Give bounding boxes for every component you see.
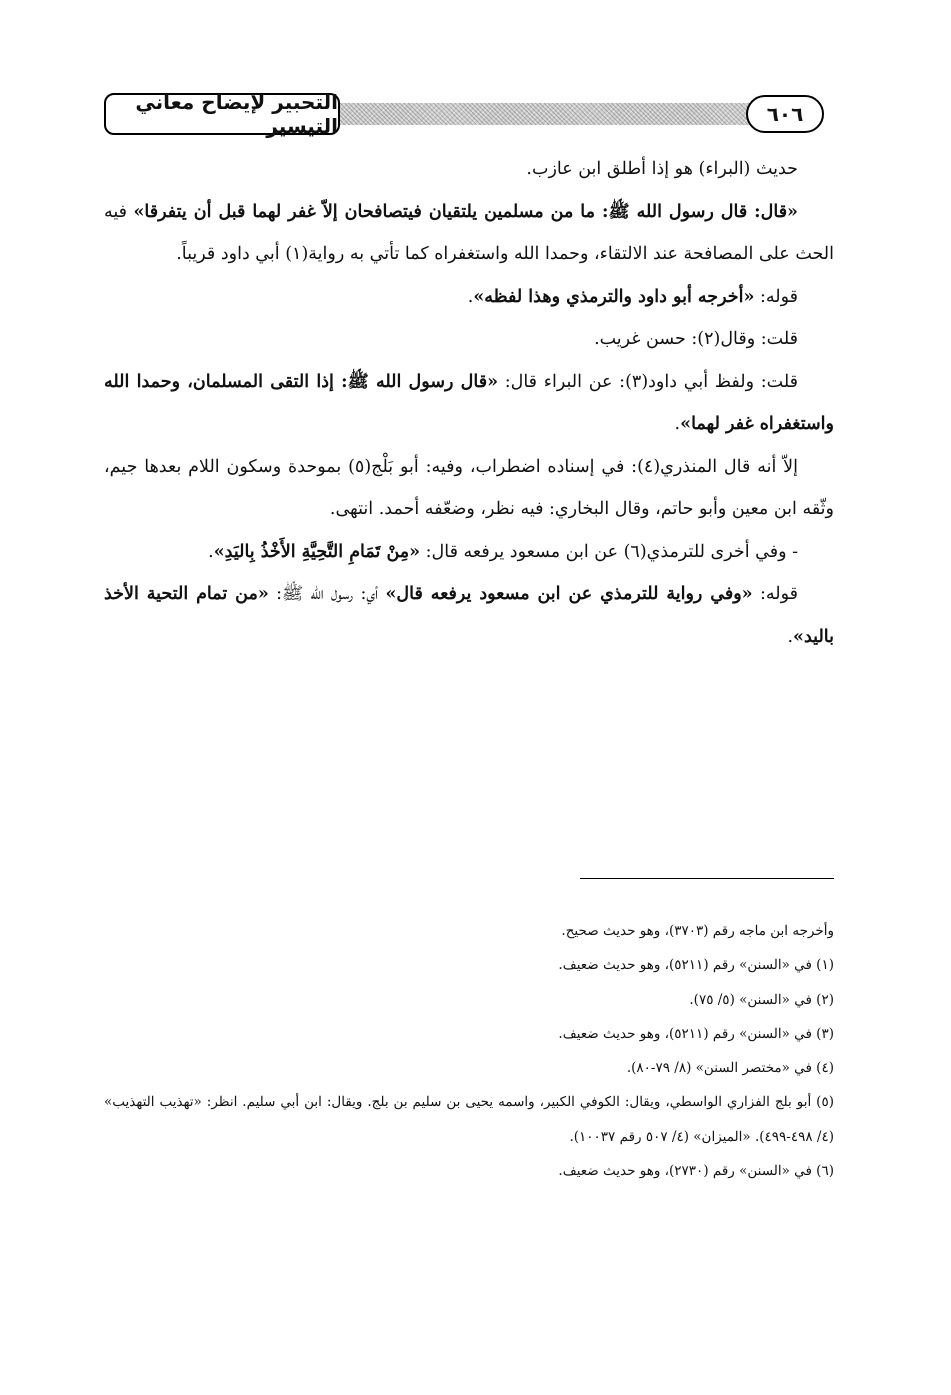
end-text: . [208, 541, 214, 562]
quoted-text: «مِنْ تَمَامِ التَّحِيَّةِ الأَخْذُ بِاليَدِ» [213, 541, 421, 562]
lead-text: قوله: [754, 286, 798, 307]
header-ornament-band [336, 103, 754, 125]
end-text: . [787, 626, 794, 647]
hadith-text: «قال: قال رسول الله ﷺ: ما من مسلمين يلتقيان فيتصافحان إلاّ غفر لهما قبل أن يتفرقا» [133, 201, 798, 222]
footnote-2: (٢) في «السنن» (٥/ ٧٥). [689, 991, 834, 1008]
page-header [104, 90, 834, 141]
quoted-text: «أخرجه أبو داود والترمذي وهذا لفظه» [473, 286, 755, 307]
lead-text: قوله: [752, 584, 798, 604]
footnote-intro: وأخرجه ابن ماجه رقم (٣٧٠٣)، وهو حديث صحيح. [561, 923, 834, 939]
main-text [104, 148, 834, 658]
end-text: . [467, 286, 474, 307]
footnotes [104, 914, 834, 1188]
end-text: . [674, 414, 681, 434]
footnote-5: (٥) أبو بلج الفزاري الواسطي، ويقال: الكوفي الكبير، واسمه يحيى بن سليم بن بلج. ويقال: ابن أبي سليم. انظر: «تهذيب التهذيب» (٤/ ٤٩٨-٤٩٩). «الميزان» (٤/ ٥٠٧ رقم ١٠٠٣٧). [104, 1094, 834, 1145]
quoted-text: «وفي رواية للترمذي عن ابن مسعود يرفعه قال» [385, 584, 753, 604]
paragraph-5 [104, 361, 834, 446]
lead-text: - وفي أخرى للترمذي(٦) عن ابن مسعود يرفعه قال: [420, 541, 798, 562]
footnote-4: (٤) في «مختصر السنن» (٨/ ٧٩-٨٠). [626, 1060, 834, 1077]
book-title: التحبير لإيضاح معاني التيسير [104, 93, 340, 135]
paragraph-4: قلت: وقال(٢): حسن غريب. [594, 329, 798, 349]
footnote-6: (٦) في «السنن» رقم (٢٧٣٠)، وهو حديث ضعيف. [558, 1163, 834, 1180]
paragraph-3 [104, 276, 834, 319]
lead-text: قلت: ولفظ أبي داود(٣): عن البراء قال: [498, 371, 798, 392]
paragraph-2 [104, 191, 834, 276]
footnote-1: (١) في «السنن» رقم (٥٢١١)، وهو حديث ضعيف. [558, 957, 834, 974]
quoted-text: «من تمام التحية الأخذ باليد» [104, 584, 834, 647]
paragraph-8 [104, 573, 834, 658]
quoted-text: «قال رسول الله ﷺ: إذا التقى المسلمان، وحمدا الله واستغفراه غفر لهما» [104, 371, 834, 434]
commentary-text: فيه الحث على المصافحة عند الالتقاء، وحمدا الله واستغفراه كما تأتي به رواية(١) أبي داود قريباً. [104, 201, 834, 264]
paragraph-7 [104, 531, 834, 574]
paragraph-6: إلاّ أنه قال المنذري(٤): في إسناده اضطراب، وفيه: أبو بَلْج(٥) بموحدة وسكون اللام بعدها جيم، وثّقه ابن معين وأبو حاتم، وقال البخاري: فيه نظر، وضعّفه أحمد. انتهى. [104, 456, 834, 519]
middle-text: أي: رسول الله ﷺ: [268, 584, 386, 604]
footnote-separator [580, 878, 834, 879]
page-number: ٦٠٦ [746, 95, 824, 133]
paragraph-1: حديث (البراء) هو إذا أطلق ابن عازب. [526, 159, 798, 179]
footnote-3: (٣) في «السنن» رقم (٥٢١١)، وهو حديث ضعيف. [558, 1025, 834, 1042]
